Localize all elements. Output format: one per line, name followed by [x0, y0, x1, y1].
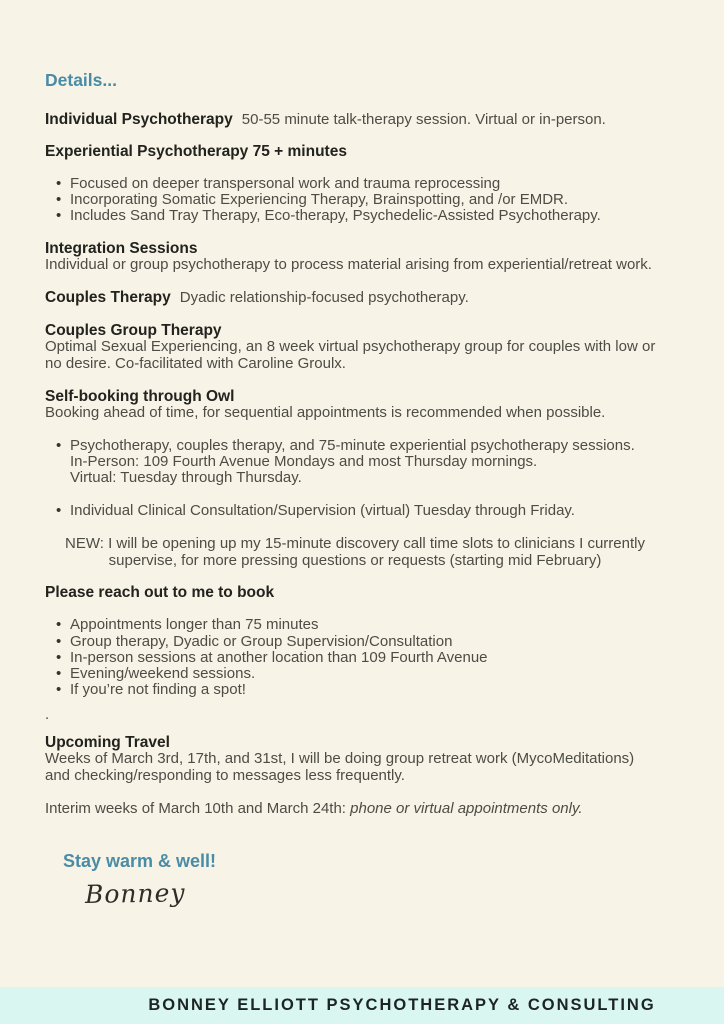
list-item: • Appointments longer than 75 minutes — [45, 617, 685, 633]
couples-therapy-line — [45, 290, 685, 307]
newsletter-body — [45, 0, 685, 910]
interim-weeks-italic: phone or virtual appointments only. — [350, 800, 583, 818]
list-item: • Individual Clinical Consultation/Supervision (virtual) Tuesday through Friday. — [45, 503, 685, 519]
individual-psychotherapy-desc: 50-55 minute talk-therapy session. Virtual or in-person. — [241, 111, 606, 128]
self-booking-desc: Booking ahead of time, for sequential appointments is recommended when possible. — [45, 404, 606, 422]
list-item: • In-person sessions at another location than 109 Fourth Avenue — [45, 650, 685, 666]
paragraph-line: NEW: I will be opening up my 15-minute discovery call time slots to clinicians I currently — [65, 535, 645, 553]
interim-weeks-line — [45, 801, 685, 818]
individual-psychotherapy-line — [45, 112, 685, 129]
footer-brand: BONNEY ELLIOTT PSYCHOTHERAPY & CONSULTING — [148, 996, 656, 1014]
list-item: • If you’re not finding a spot! — [45, 682, 685, 698]
list-item: • Group therapy, Dyadic or Group Supervision/Consultation — [45, 634, 685, 650]
paragraph-line: supervise, for more pressing questions or requests (starting mid February) — [108, 551, 602, 569]
individual-psychotherapy-title: Individual Psychotherapy — [45, 111, 233, 128]
couples-therapy-desc: Dyadic relationship-focused psychotherapy. — [179, 288, 469, 306]
upcoming-travel-desc — [45, 751, 685, 784]
closing-message: Stay warm & well! — [63, 850, 217, 871]
experiential-bullet-list — [45, 176, 685, 225]
experiential-psychotherapy-title: Experiential Psychotherapy 75 + minutes — [45, 142, 347, 160]
list-item: • Includes Sand Tray Therapy, Eco-therapy, Psychedelic-Assisted Psychotherapy. — [45, 208, 685, 224]
list-item: • Evening/weekend sessions. — [45, 666, 685, 682]
paragraph-line: • Psychotherapy, couples therapy, and 75-minute experiential psychotherapy sessions. — [70, 436, 635, 454]
paragraph-line: In-Person: 109 Fourth Avenue Mondays and most Thursday mornings. — [70, 452, 538, 470]
list-item: • Incorporating Somatic Experiencing Therapy, Brainspotting, and /or EMDR. — [45, 192, 685, 208]
details-heading: Details... — [45, 70, 117, 90]
integration-sessions-desc: Individual or group psychotherapy to process material arising from experiential/retreat work. — [45, 256, 652, 274]
self-booking-bullet-list — [45, 438, 685, 520]
paragraph-line: and checking/responding to messages less frequently. — [45, 766, 405, 784]
paragraph-line: Virtual: Tuesday through Thursday. — [70, 469, 302, 487]
new-note — [45, 536, 685, 569]
reach-out-bullet-list — [45, 617, 685, 698]
signature: Bonney — [84, 878, 186, 909]
paragraph-line: Optimal Sexual Experiencing, an 8 week virtual psychotherapy group for couples with low or — [45, 338, 656, 356]
footer-band — [0, 987, 724, 1024]
integration-sessions-title: Integration Sessions — [45, 240, 198, 258]
self-booking-title: Self-booking through Owl — [45, 388, 235, 406]
upcoming-travel-title: Upcoming Travel — [45, 734, 170, 752]
stray-period: . — [45, 706, 50, 724]
couples-group-therapy-desc — [45, 339, 685, 372]
list-item — [45, 438, 685, 487]
couples-therapy-title: Couples Therapy — [45, 288, 171, 306]
couples-group-therapy-title: Couples Group Therapy — [45, 322, 222, 340]
interim-weeks-prefix: Interim weeks of March 10th and March 24th: — [45, 800, 351, 818]
list-item: • Focused on deeper transpersonal work and trauma reprocessing — [45, 176, 685, 192]
paragraph-line: Weeks of March 3rd, 17th, and 31st, I will be doing group retreat work (MycoMeditations) — [45, 750, 635, 768]
paragraph-line: no desire. Co-facilitated with Caroline Groulx. — [45, 354, 346, 372]
reach-out-title: Please reach out to me to book — [45, 584, 275, 602]
